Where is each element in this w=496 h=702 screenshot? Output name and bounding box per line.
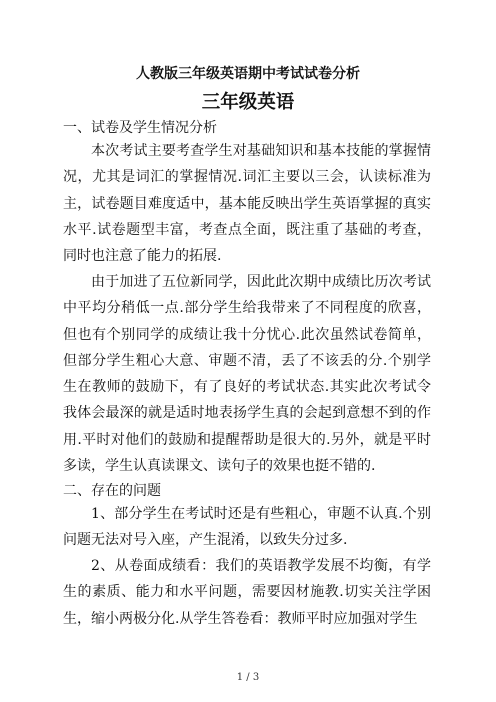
paragraph-2: 由于加进了五位新同学，因此此次期中成绩比历次考试中平均分稍低一点.部分学生给我带来了不同程度的欣喜，但也有个别同学的成绩让我十分忧心.此次虽然试卷简单，但部分学生粗心大意、审题不清，丢了不该丢的分.个别学生在教师的鼓励下，有了良好的考试状态.其实此次考试令我体会最深的就是适时地表扬学生真的会起到意想不到的作用.平时对他们的鼓励和提醒帮助是很大的.另外，就是平时多读，学生认真读课文、读句子的效果也挺不错的. <box>63 274 431 475</box>
paragraph-3: 1、部分学生在考试时还是有些粗心，审题不认真.个别问题无法对号入座，产生混淆，以致失分过多. <box>63 506 431 549</box>
section-heading-2: 二、存在的问题 <box>63 483 161 499</box>
document-title: 三年级英语 <box>201 92 295 113</box>
page-number: 1 / 3 <box>236 672 260 683</box>
section-heading-1: 一、试卷及学生情况分析 <box>63 120 217 136</box>
paragraph-4: 2、从卷面成绩看：我们的英语教学发展不均衡，有学生的素质、能力和水平问题，需要因材施教.切实关注学困生，缩小两极分化.从学生答卷看：教师平时应加强对学生 <box>63 558 431 627</box>
paragraph-1: 本次考试主要考查学生对基础知识和基本技能的掌握情况，尤其是词汇的掌握情况.词汇主要以三会，认读标准为主，试卷题目难度适中，基本能反映出学生英语掌握的真实水平.试卷题型丰富，考查点全面，既注重了基础的考查，同时也注意了能力的拓展. <box>63 143 431 265</box>
document-subtitle: 人教版三年级英语期中考试试卷分析 <box>136 66 360 82</box>
